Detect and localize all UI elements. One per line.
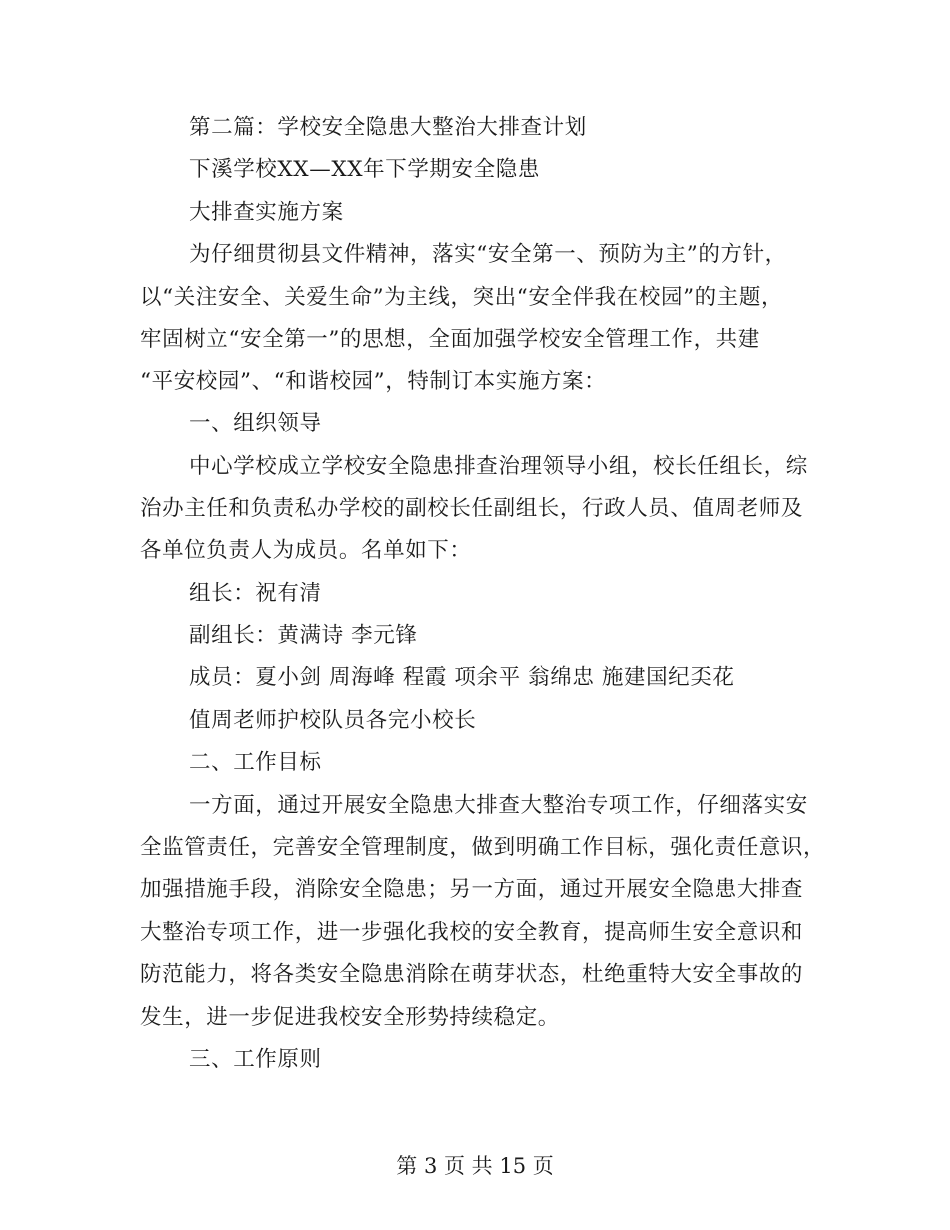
paragraph-line: 以“关注安全、关爱生命”为主线，突出“安全伴我在校园”的主题， xyxy=(140,285,784,310)
paragraph-line: 为仔细贯彻县文件精神，落实“安全第一、预防为主”的方针， xyxy=(189,242,787,267)
paragraph-line: 大整治专项工作，进一步强化我校的安全教育，提高师生安全意识和 xyxy=(140,920,804,945)
paragraph-line: 防范能力，将各类安全隐患消除在萌芽状态，杜绝重特大安全事故的 xyxy=(140,962,804,987)
paragraph-line: 各单位负责人为成员。名单如下： xyxy=(140,538,472,563)
section-title: 第二篇：学校安全隐患大整治大排查计划 xyxy=(189,115,587,140)
member-list-item: 组长：祝有清 xyxy=(189,581,322,606)
paragraph-line: 牢固树立“安全第一”的思想，全面加强学校安全管理工作，共建 xyxy=(140,327,760,352)
plan-title-line-2: 大排查实施方案 xyxy=(189,200,344,225)
paragraph-line: 治办主任和负责私办学校的副校长任副组长，行政人员、值周老师及 xyxy=(140,496,804,521)
paragraph-line: 全监管责任，完善安全管理制度，做到明确工作目标，强化责任意识， xyxy=(140,835,826,860)
member-list-item: 副组长：黄满诗 李元锋 xyxy=(189,623,418,648)
paragraph-line: “平安校园”、“和谐校园”，特制订本实施方案： xyxy=(140,369,607,394)
plan-title-line-1: 下溪学校XX—XX年下学期安全隐患 xyxy=(189,157,540,182)
paragraph-line: 中心学校成立学校安全隐患排查治理领导小组，校长任组长，综 xyxy=(189,454,808,479)
heading-organization: 一、组织领导 xyxy=(189,411,322,436)
member-list-item: 值周老师护校队员各完小校长 xyxy=(189,708,477,733)
paragraph-line: 发生，进一步促进我校安全形势持续稳定。 xyxy=(140,1005,560,1030)
member-list-item: 成员：夏小剑 周海峰 程霞 项余平 翁绵忠 施建国纪奀花 xyxy=(189,665,735,690)
page-footer: 第 3 页 共 15 页 xyxy=(396,1154,554,1178)
paragraph-line: 加强措施手段，消除安全隐患；另一方面，通过开展安全隐患大排查 xyxy=(140,877,804,902)
heading-principles: 三、工作原则 xyxy=(189,1047,322,1072)
heading-goals: 二、工作目标 xyxy=(189,750,322,775)
paragraph-line: 一方面，通过开展安全隐患大排查大整治专项工作，仔细落实安 xyxy=(189,793,808,818)
